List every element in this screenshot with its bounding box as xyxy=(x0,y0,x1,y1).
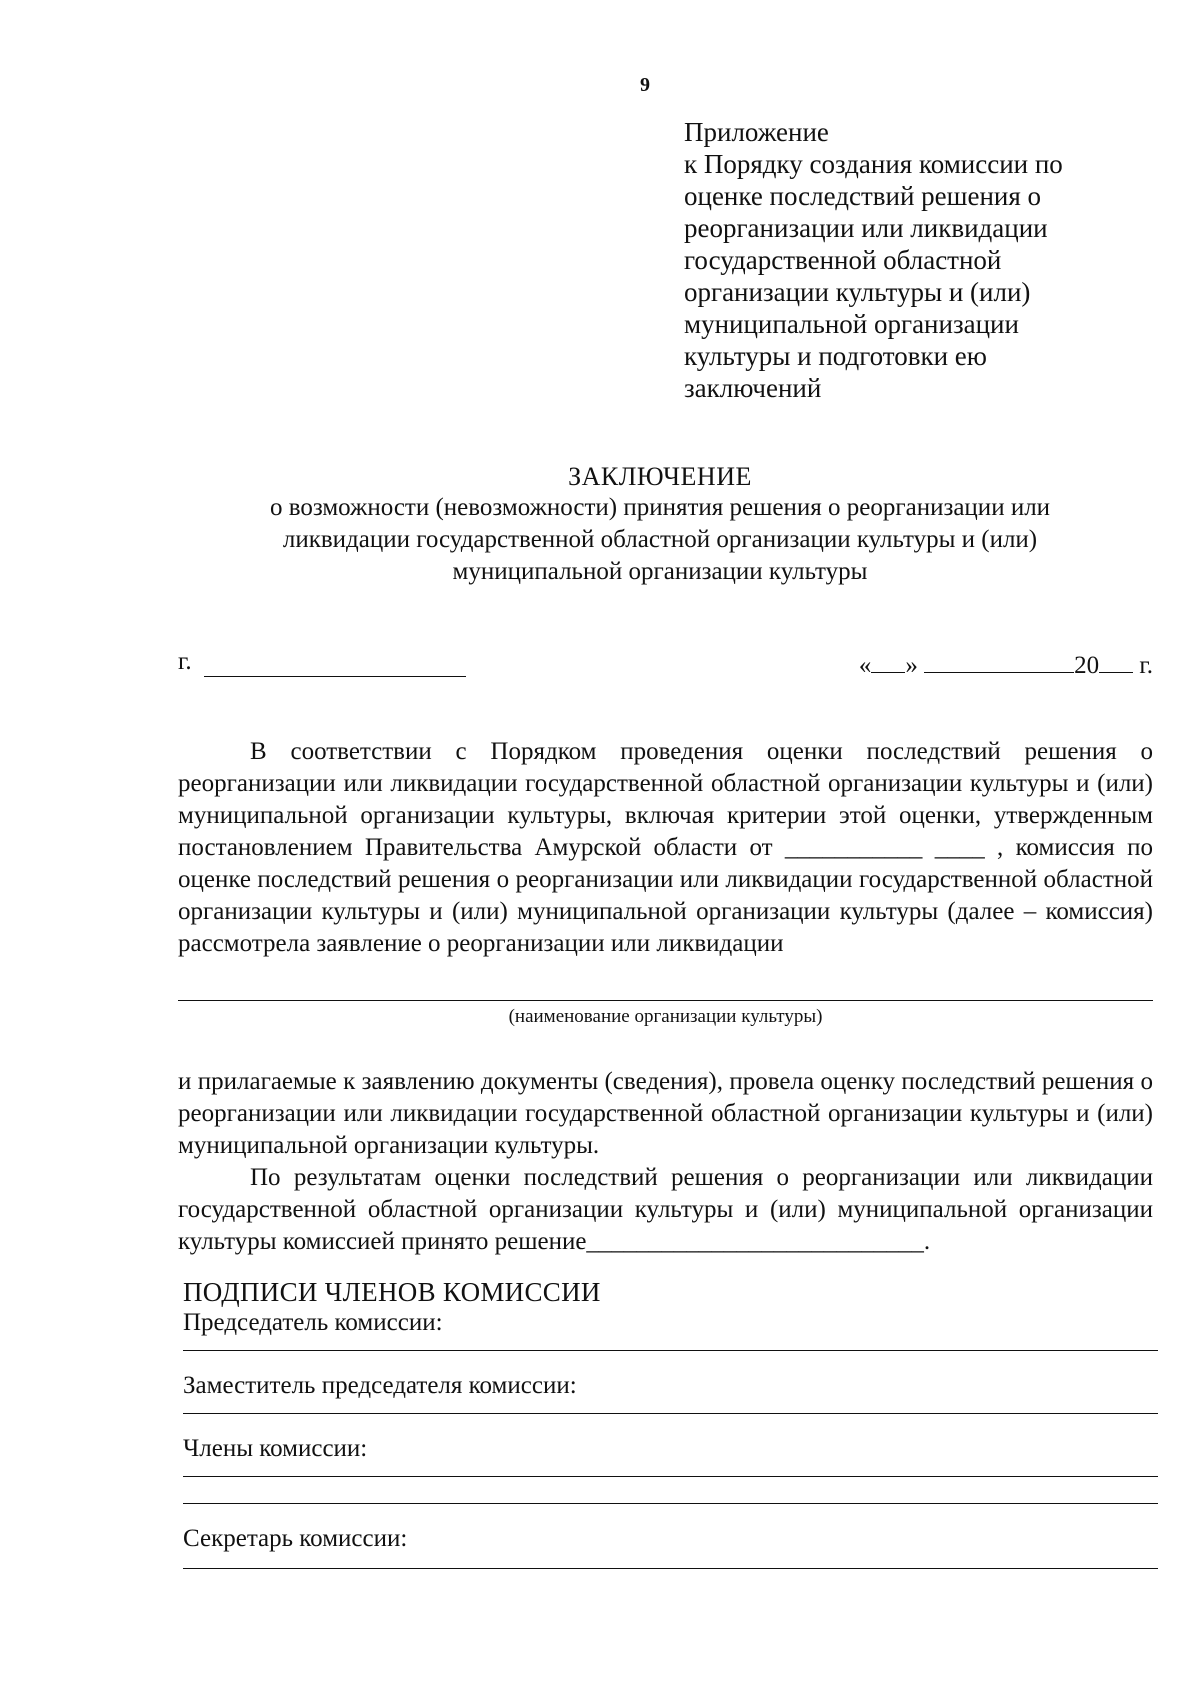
appendix-line: к Порядку создания комиссии по xyxy=(684,149,1063,179)
place-prefix: г. xyxy=(178,648,192,675)
chairman-signature-line xyxy=(183,1350,1158,1351)
date-field xyxy=(859,648,1153,680)
title-block xyxy=(180,462,1140,588)
chairman-label: Председатель комиссии: xyxy=(183,1309,443,1336)
appendix-line: муниципальной организации xyxy=(684,309,1019,339)
appendix-line: государственной областной xyxy=(684,245,1002,275)
organization-name-line xyxy=(178,1000,1153,1001)
year-prefix: 20 xyxy=(1074,652,1100,679)
place-date-row xyxy=(178,648,1153,682)
paragraph-documents: и прилагаемые к заявлению документы (сведения), провела оценку последствий решения о реорганизации или ликвидации государственной областной организации культуры и (или) муниципальной организации культуры. xyxy=(178,1068,1153,1159)
organization-name-caption: (наименование организации культуры) xyxy=(508,1006,823,1027)
members-label: Члены комиссии: xyxy=(183,1435,368,1462)
deputy-label: Заместитель председателя комиссии: xyxy=(183,1372,577,1399)
member-signature-line xyxy=(183,1503,1158,1504)
subtitle-line: о возможности (невозможности) принятия решения о реорганизации или xyxy=(269,494,1051,521)
appendix-line: Приложение xyxy=(684,117,829,147)
appendix-line: организации культуры и (или) xyxy=(684,277,1031,307)
appendix-line: культуры и подготовки ею xyxy=(684,341,987,371)
secretary-label: Секретарь комиссии: xyxy=(183,1525,408,1552)
appendix-line: заключений xyxy=(684,373,822,403)
month-blank xyxy=(924,648,1074,673)
paragraph-decision: По результатам оценки последствий решения о реорганизации или ликвидации государственной областной организации культуры и (или) муниципальной организации культуры комиссией принято решение___________________________. xyxy=(178,1164,1153,1255)
secretary-signature-line xyxy=(183,1568,1158,1569)
date-close-quote: » xyxy=(905,652,918,679)
place-blank-line xyxy=(204,676,466,677)
appendix-block xyxy=(684,116,1144,404)
date-open-quote: « xyxy=(858,652,872,679)
member-signature-line xyxy=(183,1476,1158,1477)
year-blank xyxy=(1099,648,1133,673)
appendix-line: реорганизации или ликвидации xyxy=(684,213,1048,243)
day-blank xyxy=(871,648,905,673)
signatures-block xyxy=(183,1276,1158,1569)
signatures-heading: ПОДПИСИ ЧЛЕНОВ КОМИССИИ xyxy=(183,1277,601,1307)
paragraph-consideration: В соответствии с Порядком проведения оценки последствий решения о реорганизации или ликвидации государственной областной организации культуры и (или) муниципальной организации культуры, включая критерии этой оценки, утвержденным постановлением Правительства Амурской области от ___________ ____ , комиссия по оценке последствий решения о реорганизации или ликвидации государственной областной организации культуры и (или) муниципальной организации культуры (далее – комиссия) рассмотрела заявление о реорганизации или ликвидации xyxy=(178,738,1153,957)
subtitle-line: ликвидации государственной областной организации культуры и (или) xyxy=(282,526,1038,553)
page-number: 9 xyxy=(640,74,650,96)
subtitle-line: муниципальной организации культуры xyxy=(452,558,868,585)
appendix-line: оценке последствий решения о xyxy=(684,181,1042,211)
document-title: ЗАКЛЮЧЕНИЕ xyxy=(568,462,752,491)
year-suffix: г. xyxy=(1139,652,1153,679)
deputy-signature-line xyxy=(183,1413,1158,1414)
